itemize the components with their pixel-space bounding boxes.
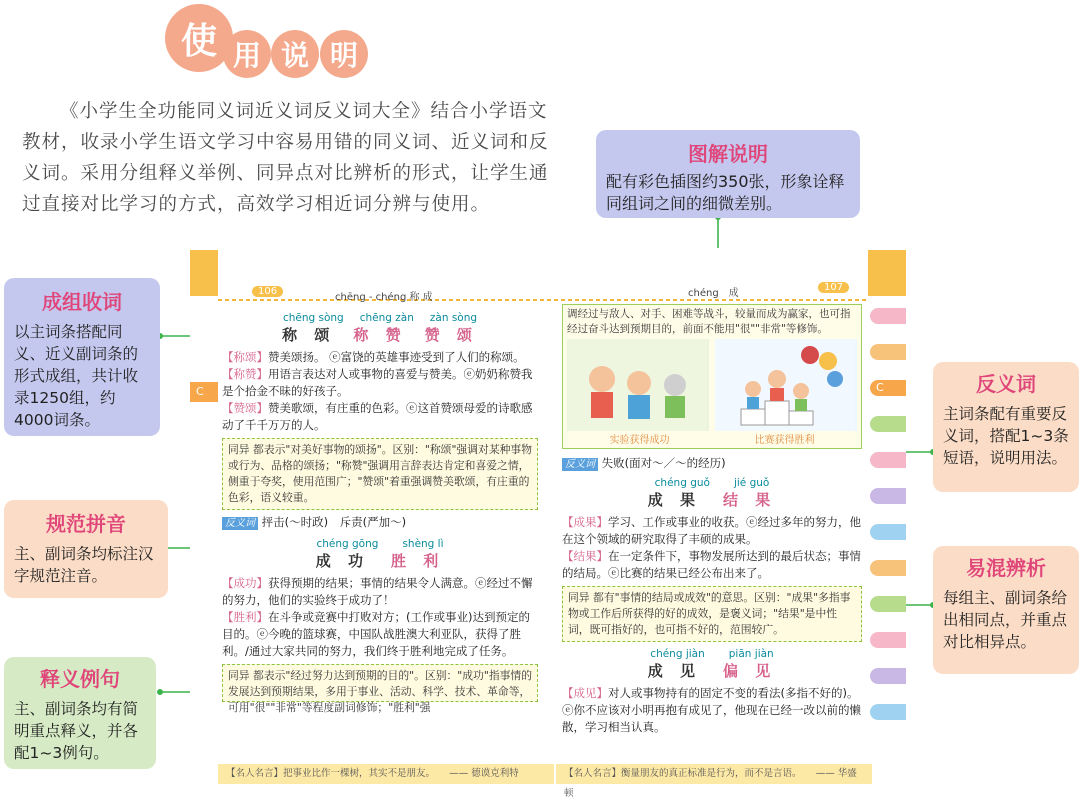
right-footer: 【名人名言】衡量朋友的真正标准是行为，而不是言语。 —— 华盛顿 [556, 764, 872, 784]
antonym-row [562, 455, 862, 473]
callout-title: 释义例句 [40, 667, 120, 691]
callout-antonym [933, 362, 1079, 492]
group-pinyin-row [222, 538, 538, 550]
headword-main: 成 见 [647, 662, 701, 680]
headword-main: 称 颂 [282, 326, 336, 344]
headword-main: 成 功 [315, 552, 369, 570]
antonym-label: 反义词 [562, 458, 598, 471]
illustration-caption-top: 调经过与敌人、对手、困难等战斗，较量而成为赢家，也可指经过奋斗达到预期目的，前面不能用"很""非常"等修饰。 [567, 308, 851, 335]
kids-experiment-illustration [567, 339, 707, 431]
podium-illustration [715, 339, 855, 431]
book-spread [190, 248, 906, 799]
caption-victory: 比赛获得胜利 [754, 435, 815, 446]
index-tab [870, 668, 906, 684]
group-headwords [222, 324, 538, 345]
page-number-left: 106 [252, 286, 283, 297]
group-pinyin-row [222, 312, 538, 324]
left-top-bar [190, 250, 218, 296]
entry [222, 609, 538, 660]
entry-text: 对人或事物持有的固定不变的看法(多指不好的)。ⓔ你不应该对小明再抱有成见了，他现在已经一改以前的懒散，学习相当认真。 [562, 686, 861, 734]
group-pinyin-row [562, 648, 862, 660]
group-headwords [562, 489, 862, 510]
headword-sub: 称 赞 [353, 326, 407, 344]
entry [562, 685, 862, 735]
callout-body: 配有彩色插图约350张，形象诠释同组词之间的细微差别。 [606, 172, 845, 213]
entry [222, 400, 538, 434]
pinyin: chéng jiàn [650, 648, 705, 660]
index-tab [870, 560, 906, 576]
callout-title: 易混辨析 [966, 556, 1046, 580]
entry [222, 575, 538, 609]
pinyin: jié guǒ [733, 477, 770, 489]
illustration-victory [715, 339, 857, 431]
index-tab-c: C [870, 380, 906, 396]
callout-body: 以主词条搭配同义、近义副词条的形式成组，共计收录1250组，约4000词条。 [14, 323, 139, 429]
header-dash-line [218, 298, 868, 302]
antonym-label: 反义词 [222, 517, 258, 530]
right-top-bar [868, 250, 906, 296]
left-page [222, 312, 538, 714]
callout-illus [596, 130, 860, 218]
index-tab [870, 632, 906, 648]
group-headwords [562, 660, 862, 681]
left-footer: 【名人名言】把事业比作一棵树，其实不是朋友。 —— 德谟克利特 [218, 764, 554, 784]
left-side-tab: C [190, 382, 218, 402]
pinyin: chéng gōng [316, 538, 379, 550]
entry [222, 366, 538, 400]
entry-text: 在一定条件下，事物发展所达到的最后状态；事情的结局。ⓔ比赛的结果已经公布出来了。 [562, 549, 861, 580]
page-number-right: 107 [818, 282, 849, 293]
callout-title: 成组收词 [42, 290, 122, 314]
pinyin: piān jiàn [728, 648, 774, 660]
entry-text: 赞美歌颂，有庄重的色彩。ⓔ这首赞颂母爱的诗歌感动了千千万万的人。 [222, 401, 533, 432]
caption-success: 实验获得成功 [609, 435, 670, 446]
headword-sub: 胜 利 [391, 552, 445, 570]
illustration-captions [567, 431, 857, 446]
entry-tag: 【成见】 [562, 686, 608, 700]
group-pinyin-row [562, 477, 862, 489]
intro-paragraph: 《小学生全功能同义词近义词反义词大全》结合小学语文教材，收录小学生语文学习中容易用错的同义词、近义词和反义词。采用分组释义举例、同异点对比辨析的形式，让学生通过直接对比学习的方式，高效学习相近词分辨与使用。 [22, 101, 549, 215]
entry-text: 在斗争或竞赛中打败对方；(工作或事业)达到预定的目的。ⓔ今晚的篮球赛，中国队战胜澳大利亚队，获得了胜利。/通过大家共同的努力，我们终于胜利地完成了任务。 [222, 610, 530, 658]
entry-tag: 【赞颂】 [222, 401, 268, 415]
callout-pinyin [4, 500, 168, 598]
index-tab [870, 344, 906, 360]
illustration-panel [562, 304, 862, 449]
antonym-row [222, 514, 538, 532]
title-char-4: 明 [320, 30, 368, 78]
title-char-3: 说 [271, 30, 319, 78]
antonym-text: 抨击(～时政) 斥责(严加～) [261, 515, 407, 529]
callout-title: 图解说明 [688, 142, 768, 166]
group-headwords [222, 550, 538, 571]
entry-tag: 【称赞】 [222, 367, 268, 381]
callout-body: 主、副词条均标注汉字规范注音。 [14, 545, 154, 585]
callout-title: 规范拼音 [46, 512, 126, 536]
comparison-box: 同异 都表示"经过努力达到预期的目的"。区别："成功"指事情的发展达到预期结果，多用于事业、活动、科学、技术、革命等，可用"很""非常"等程度副词修饰；"胜利"强 [222, 664, 538, 702]
entry [562, 548, 862, 582]
headword-sub: 结 果 [723, 491, 777, 509]
comparison-box: 同异 都表示"对美好事物的颂扬"。区别："称颂"强调对某种事物或行为、品格的颂扬；"称赞"强调用言辞表达肯定和喜爱之情，侧重于夸奖，使用范围广；"赞颂"着重强调赞美歌颂，有庄重的色彩，语义较重。 [222, 438, 538, 510]
entry-tag: 【胜利】 [222, 610, 268, 624]
entry-tag: 【称颂】 [222, 350, 268, 364]
index-tab [870, 308, 906, 324]
callout-body: 主词条配有重要反义词，搭配1~3条短语，说明用法。 [943, 405, 1069, 467]
index-tab [870, 524, 906, 540]
illustration-success [567, 339, 709, 431]
pinyin: shèng lì [402, 538, 444, 550]
index-tab [870, 416, 906, 432]
entry-text: 用语言表达对人或事物的喜爱与赞美。ⓔ奶奶称赞我是个拾金不昧的好孩子。 [222, 367, 533, 398]
entry-tag: 【成功】 [222, 576, 268, 590]
entry-text: 赞美颂扬。 ⓔ富饶的英雄事迹受到了人们的称颂。 [268, 350, 525, 364]
right-page [562, 304, 862, 735]
entry-tag: 【成果】 [562, 515, 608, 529]
antonym-text: 失败(面对～／～的经历) [601, 456, 726, 470]
headword-sub: 偏 见 [723, 662, 777, 680]
callout-body: 每组主、副词条给出相同点，并重点对比相异点。 [943, 589, 1068, 651]
callout-meaning [4, 657, 156, 769]
index-tab [870, 704, 906, 720]
headword-main: 成 果 [647, 491, 701, 509]
headword-sub: 赞 颂 [424, 326, 478, 344]
pinyin: chéng guǒ [654, 477, 710, 489]
index-tab [870, 452, 906, 468]
callout-title: 反义词 [976, 372, 1036, 396]
pinyin: zàn sòng [429, 312, 478, 324]
entry-text: 获得预期的结果；事情的结果令人满意。ⓔ经过不懈的努力，他们的实验终于成功了！ [222, 576, 533, 607]
illustrations [567, 339, 857, 431]
running-head-right: chéng 成 [688, 288, 739, 299]
callout-group [4, 278, 160, 436]
entry [562, 514, 862, 548]
callout-confuse [933, 546, 1079, 674]
entry-text: 学习、工作或事业的收获。ⓔ经过多年的努力，他在这个领域的研究取得了丰硕的成果。 [562, 515, 861, 546]
index-tab [870, 596, 906, 612]
comparison-box: 同异 都有"事情的结局或成效"的意思。区别："成果"多指事物或工作后所获得的好的成效，是褒义词；"结果"是中性词，既可指好的，也可指不好的，范围较广。 [562, 586, 862, 642]
title-char-1: 使 [165, 4, 233, 72]
pinyin: chēng zàn [359, 312, 414, 324]
index-tab [870, 488, 906, 504]
pinyin: chēng sòng [282, 312, 344, 324]
running-head-left: chēng - chéng 称 成 [335, 292, 433, 303]
entry-tag: 【结果】 [562, 549, 608, 563]
callout-body: 主、副词条均有简明重点释义，并各配1~3例句。 [14, 700, 139, 762]
title-char-2: 用 [223, 30, 271, 78]
entry [222, 349, 538, 366]
